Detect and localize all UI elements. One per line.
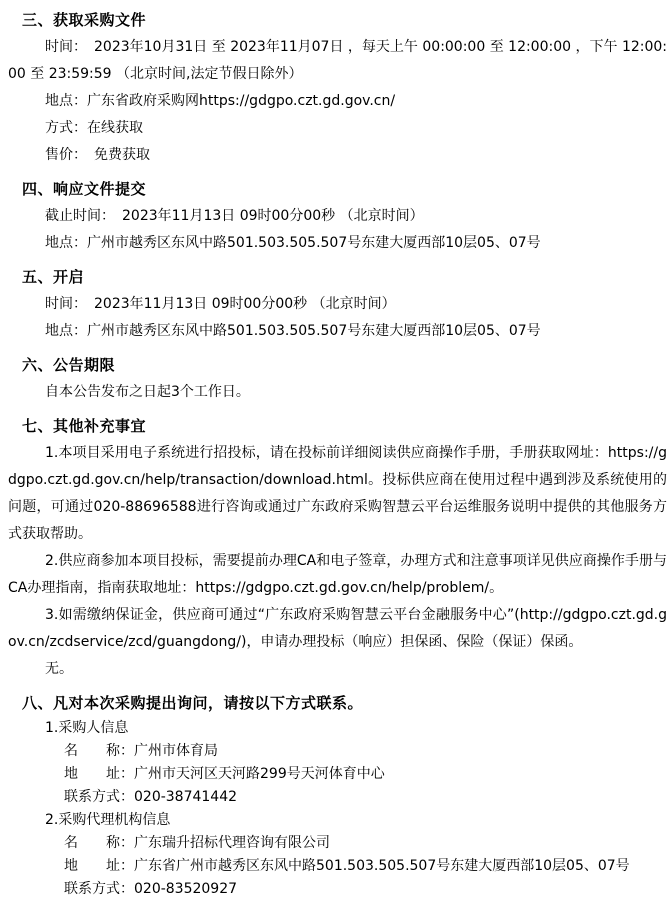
section-obtain-files: [8, 10, 667, 169]
obtain-price-row: [8, 142, 667, 169]
obtain-location-row: [8, 88, 667, 115]
purchaser-name-row: [8, 740, 667, 763]
section-response-submission: [8, 179, 667, 257]
purchaser-address-row: [8, 763, 667, 786]
obtain-method-label: 方式：: [45, 120, 87, 136]
opening-time-label: 时间：: [45, 296, 80, 312]
submission-deadline-row: [8, 203, 667, 230]
agency-phone-label: 联系方式：: [64, 881, 134, 897]
supplementary-item-3: 3.如需缴纳保证金，供应商可通过“广东政府采购智慧云平台金融服务中心”(http://gdgpo.czt.gd.gov.cn/zcdservice/zcd/guangdong/)，申请办理投标（响应）担保函、保险（保证）保函。: [8, 607, 667, 650]
agency-info-title: 2.采购代理机构信息: [45, 812, 171, 828]
submission-location-label: 地点：: [45, 235, 87, 251]
obtain-time-label: 时间：: [45, 39, 81, 55]
agency-address-row: [8, 855, 667, 878]
announcement-period-text: 自本公告发布之日起3个工作日。: [45, 384, 250, 400]
purchaser-phone-value: 020-38741442: [134, 789, 238, 805]
obtain-method-value: 在线获取: [87, 120, 143, 136]
section-obtain-files-heading: 三、获取采购文件: [22, 11, 147, 29]
agency-phone-row: [8, 878, 667, 901]
section-response-submission-heading: 四、响应文件提交: [22, 180, 147, 198]
purchaser-phone-row: [8, 786, 667, 809]
opening-location-row: [8, 318, 667, 345]
obtain-price-label: 售价：: [45, 147, 80, 163]
section-announcement-period: [8, 355, 667, 406]
agency-phone-value: 020-83520927: [134, 881, 238, 897]
supplementary-item-2: 2.供应商参加本项目投标，需要提前办理CA和电子签章，办理方式和注意事项详见供应商操作手册与CA办理指南，指南获取地址：https://gdgpo.czt.gd.gov.cn/help/problem/。: [8, 553, 667, 596]
purchaser-name-value: 广州市体育局: [134, 743, 218, 759]
opening-location-value: 广州市越秀区东风中路501.503.505.507号东建大厦西部10层05、07号: [87, 323, 541, 339]
obtain-location-label: 地点：: [45, 93, 87, 109]
obtain-time-row: [8, 34, 667, 88]
submission-deadline-value: 2023年11月13日 09时00分00秒 （北京时间）: [108, 208, 424, 224]
section-contact-info-heading: 八、凡对本次采购提出询问，请按以下方式联系。: [22, 694, 364, 712]
purchaser-phone-label: 联系方式：: [64, 789, 134, 805]
opening-time-value: 2023年11月13日 09时00分00秒 （北京时间）: [80, 296, 396, 312]
section-contact-info: [8, 693, 667, 901]
agency-address-label: 地 址：: [64, 858, 134, 874]
section-supplementary-matters: [8, 416, 667, 683]
obtain-price-value: 免费获取: [80, 147, 150, 163]
supplementary-item-none: 无。: [45, 661, 73, 677]
obtain-method-row: [8, 115, 667, 142]
purchaser-address-value: 广州市天河区天河路299号天河体育中心: [134, 766, 385, 782]
agency-name-row: [8, 832, 667, 855]
section-supplementary-matters-heading: 七、其他补充事宜: [22, 417, 147, 435]
agency-name-label: 名 称：: [64, 835, 134, 851]
purchaser-address-label: 地 址：: [64, 766, 134, 782]
section-opening-heading: 五、开启: [22, 268, 85, 286]
obtain-time-value: 2023年10月31日 至 2023年11月07日 ，每天上午 00:00:00 至 12:00:00 ，下午 12:00:00 至 23:59:59 （北京时间,法定节假日除外）: [8, 39, 668, 82]
submission-deadline-label: 截止时间：: [45, 208, 108, 224]
supplementary-item-1: 1.本项目采用电子系统进行招投标，请在投标前详细阅读供应商操作手册，手册获取网址：https://gdgpo.czt.gd.gov.cn/help/transaction/download.html。投标供应商在使用过程中遇到涉及系统使用的问题，可通过020-88696588进行咨询或通过广东政府采购智慧云平台运维服务说明中提供的其他服务方式获取帮助。: [8, 445, 667, 542]
opening-location-label: 地点：: [45, 323, 87, 339]
section-announcement-period-heading: 六、公告期限: [22, 356, 116, 374]
submission-location-row: [8, 230, 667, 257]
agency-address-value: 广东省广州市越秀区东风中路501.503.505.507号东建大厦西部10层05、07号: [134, 858, 630, 874]
purchaser-info-title: 1.采购人信息: [45, 720, 129, 736]
purchaser-name-label: 名 称：: [64, 743, 134, 759]
submission-location-value: 广州市越秀区东风中路501.503.505.507号东建大厦西部10层05、07号: [87, 235, 541, 251]
obtain-location-value: 广东省政府采购网https://gdgpo.czt.gd.gov.cn/: [87, 93, 396, 109]
agency-name-value: 广东瑞升招标代理咨询有限公司: [134, 835, 330, 851]
section-opening: [8, 267, 667, 345]
opening-time-row: [8, 291, 667, 318]
